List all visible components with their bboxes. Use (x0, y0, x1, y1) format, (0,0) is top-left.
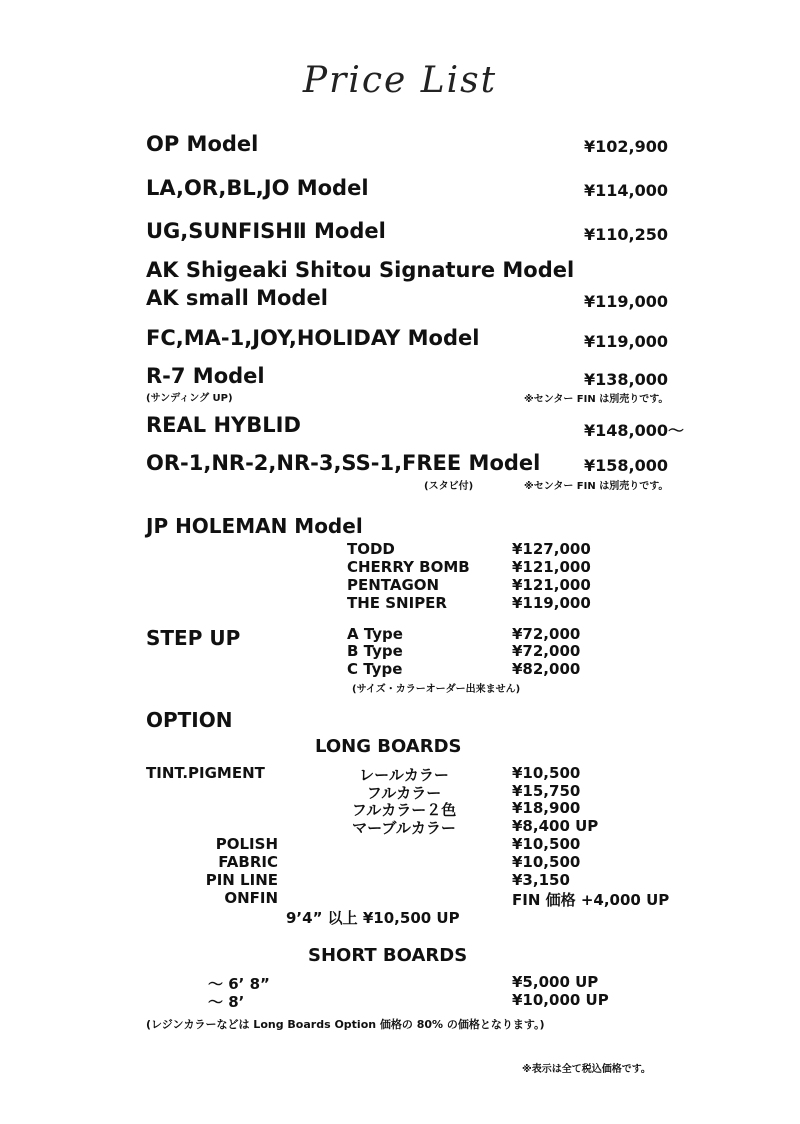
model-name: REAL HYBLID (146, 413, 301, 437)
short-item-name: 〜 6’ 8” (208, 975, 270, 993)
page-title: Price List (302, 60, 498, 101)
stepup-item-name: C Type (347, 660, 403, 678)
model-price: ¥119,000 (584, 332, 669, 351)
model-name: AK small Model (146, 286, 328, 310)
short-boards-heading: SHORT BOARDS (308, 945, 468, 966)
short-item-price: ¥10,000 UP (512, 991, 609, 1009)
holeman-item-name: TODD (347, 540, 395, 558)
short-item-price: ¥5,000 UP (512, 973, 599, 991)
holeman-item-price: ¥121,000 (512, 576, 591, 594)
model-price: ¥110,250 (584, 225, 669, 244)
option-item-name: FABRIC (218, 853, 278, 871)
tint-item-name: フルカラー (366, 784, 442, 802)
model-price: ¥102,900 (584, 137, 669, 156)
model-price: ¥158,000 (584, 456, 669, 475)
tint-item-price: ¥10,500 (512, 764, 581, 782)
model-name: FC,MA-1,JOY,HOLIDAY Model (146, 326, 480, 350)
option-item-price: ¥10,500 (512, 835, 581, 853)
model-price: ¥114,000 (584, 181, 669, 200)
option-item-price: ¥3,150 (512, 871, 570, 889)
tint-item-name: マーブルカラー (352, 819, 456, 837)
holeman-item-name: THE SNIPER (347, 594, 447, 612)
model-subnote: (サンディング UP) (146, 393, 233, 404)
tint-item-price: ¥8,400 UP (512, 817, 599, 835)
stepup-item-price: ¥72,000 (512, 642, 581, 660)
tint-item-price: ¥18,900 (512, 799, 581, 817)
holeman-item-price: ¥119,000 (512, 594, 591, 612)
long-boards-heading: LONG BOARDS (315, 736, 462, 757)
option-item-name: POLISH (215, 835, 278, 853)
holeman-item-name: CHERRY BOMB (347, 558, 470, 576)
model-price: ¥148,000〜 (584, 421, 685, 440)
option-item-price: ¥10,500 (512, 853, 581, 871)
model-price: ¥138,000 (584, 370, 669, 389)
model-name: AK Shigeaki Shitou Signature Model (146, 258, 575, 282)
tint-item-name: フルカラー２色 (351, 801, 457, 819)
model-name: OP Model (146, 132, 259, 156)
tint-item-price: ¥15,750 (512, 782, 581, 800)
option-item-price: FIN 価格 +4,000 UP (512, 891, 670, 909)
stepup-item-price: ¥72,000 (512, 625, 581, 643)
model-subnote: (スタビ付) (424, 481, 474, 492)
model-price: ¥119,000 (584, 292, 669, 311)
short-item-name: 〜 8’ (208, 993, 245, 1011)
model-name: LA,OR,BL,JO Model (146, 176, 369, 200)
stepup-note: (サイズ・カラーオーダー出来ません) (352, 684, 521, 695)
footer-tax-note: ※表示は全て税込価格です。 (522, 1064, 651, 1075)
holeman-item-price: ¥121,000 (512, 558, 591, 576)
section-heading-holeman: JP HOLEMAN Model (146, 514, 363, 538)
stepup-item-name: B Type (347, 642, 403, 660)
section-heading-stepup: STEP UP (146, 626, 241, 650)
tint-item-name: レールカラー (359, 766, 449, 784)
tint-pigment-label: TINT.PIGMENT (146, 764, 265, 782)
option-item-name: ONFIN (224, 889, 278, 907)
model-name: R-7 Model (146, 364, 265, 388)
section-heading-option: OPTION (146, 708, 233, 732)
model-note: ※センター FIN は別売りです。 (524, 394, 669, 405)
stepup-item-name: A Type (347, 625, 403, 643)
model-name: OR-1,NR-2,NR-3,SS-1,FREE Model (146, 451, 541, 475)
stepup-item-price: ¥82,000 (512, 660, 581, 678)
option-item-name: PIN LINE (205, 871, 278, 889)
holeman-item-name: PENTAGON (347, 576, 440, 594)
holeman-item-price: ¥127,000 (512, 540, 591, 558)
model-note: ※センター FIN は別売りです。 (524, 481, 669, 492)
onfin-extra: 9’4” 以上 ¥10,500 UP (286, 909, 460, 927)
model-name: UG,SUNFISHⅡ Model (146, 219, 386, 243)
resin-note: (レジンカラーなどは Long Boards Option 価格の 80% の価格となります。) (146, 1018, 545, 1031)
